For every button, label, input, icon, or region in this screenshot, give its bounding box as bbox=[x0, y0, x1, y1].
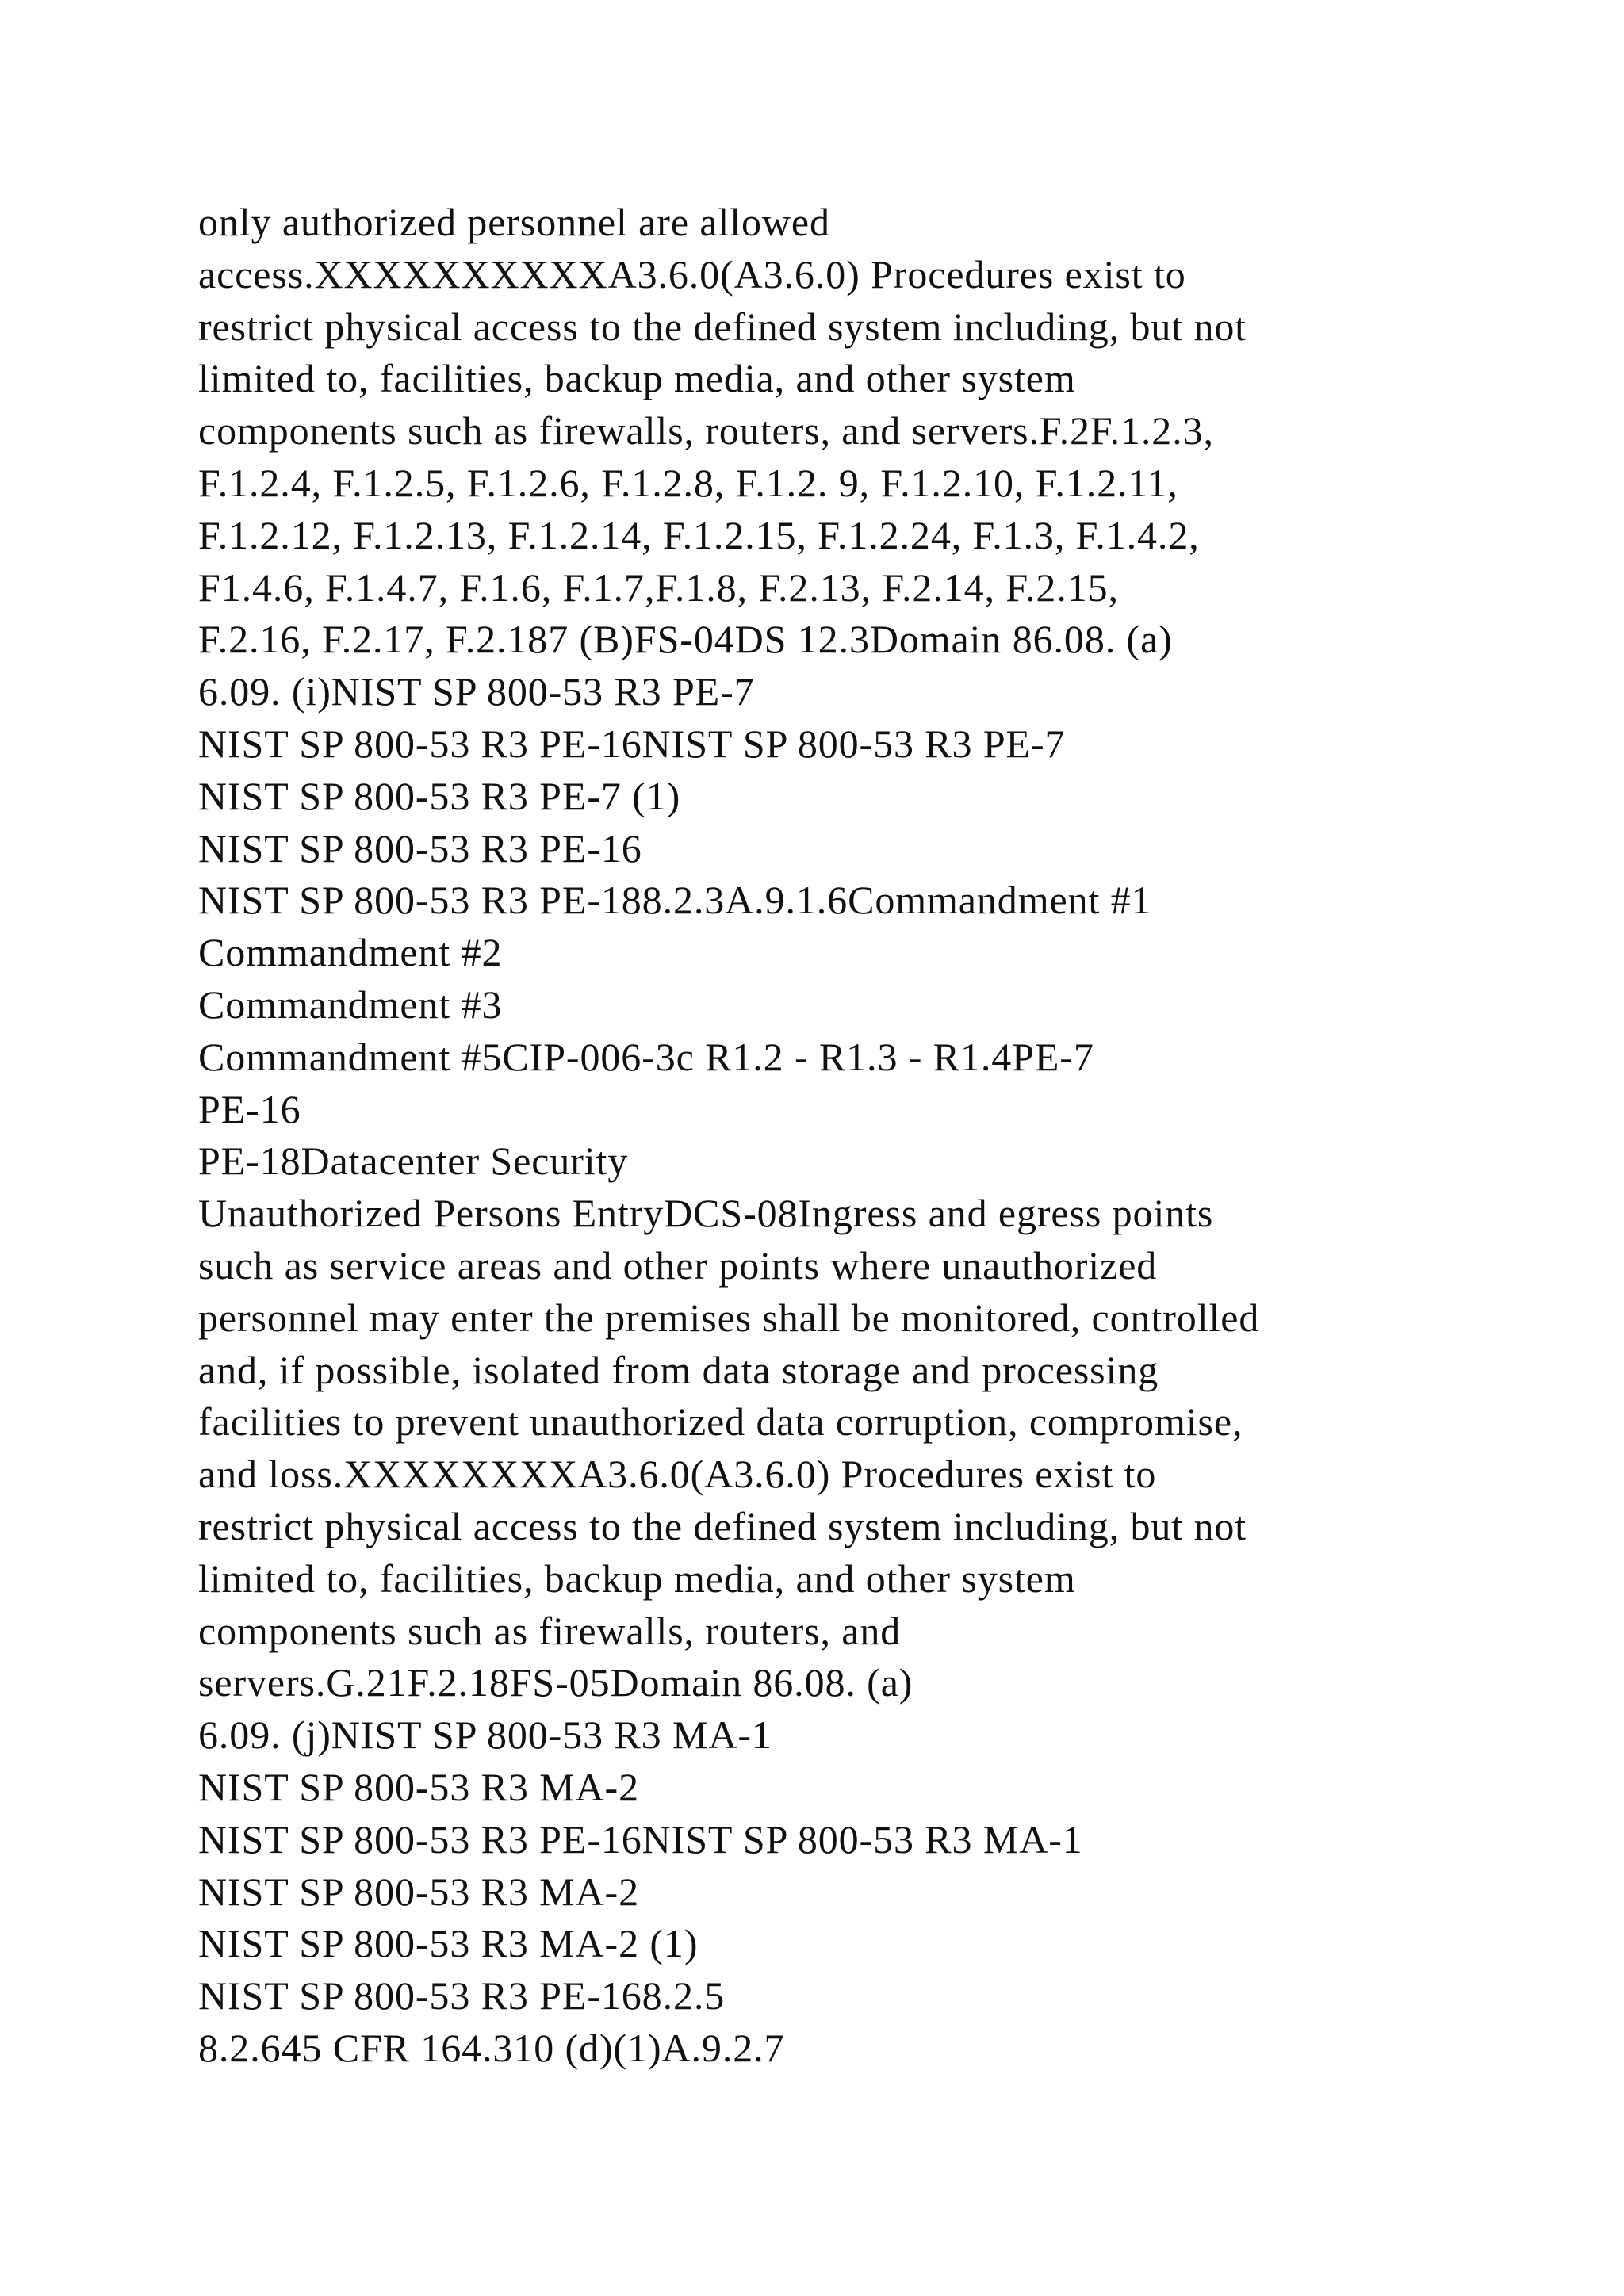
text-line: NIST SP 800-53 R3 MA-2 bbox=[198, 1764, 639, 1809]
text-line: restrict physical access to the defined system including, but not bbox=[198, 1503, 1247, 1548]
text-line: and loss.XXXXXXXXA3.6.0(A3.6.0) Procedures exist to bbox=[198, 1452, 1157, 1497]
text-line: 6.09. (j)NIST SP 800-53 R3 MA-1 bbox=[198, 1712, 772, 1758]
text-line: such as service areas and other points where unauthorized bbox=[198, 1242, 1158, 1288]
text-line: NIST SP 800-53 R3 MA-2 (1) bbox=[198, 1921, 699, 1966]
text-line: PE-16 bbox=[198, 1086, 301, 1131]
text-line: facilities to prevent unauthorized data corruption, compromise, bbox=[198, 1399, 1243, 1445]
text-line: NIST SP 800-53 R3 PE-16NIST SP 800-53 R3 MA-1 bbox=[198, 1816, 1083, 1862]
text-line: personnel may enter the premises shall be monitored, controlled bbox=[198, 1295, 1260, 1340]
text-line: limited to, facilities, backup media, and other system bbox=[198, 1556, 1076, 1601]
text-line: limited to, facilities, backup media, and other system bbox=[198, 356, 1076, 401]
text-line: NIST SP 800-53 R3 PE-188.2.3A.9.1.6Commandment #1 bbox=[198, 878, 1152, 923]
text-line: 8.2.645 CFR 164.310 (d)(1)A.9.2.7 bbox=[198, 2025, 785, 2070]
text-line: 6.09. (i)NIST SP 800-53 R3 PE-7 bbox=[198, 669, 755, 714]
text-line: F.2.16, F.2.17, F.2.187 (B)FS-04DS 12.3Domain 86.08. (a) bbox=[198, 617, 1173, 662]
text-line: restrict physical access to the defined system including, but not bbox=[198, 304, 1247, 349]
text-line: Unauthorized Persons EntryDCS-08Ingress and egress points bbox=[198, 1191, 1214, 1236]
document-text bbox=[198, 197, 1499, 2075]
text-line: NIST SP 800-53 R3 PE-168.2.5 bbox=[198, 1973, 726, 2019]
text-line: PE-18Datacenter Security bbox=[198, 1138, 629, 1184]
text-line: components such as firewalls, routers, and bbox=[198, 1608, 902, 1653]
text-line: NIST SP 800-53 R3 PE-7 (1) bbox=[198, 773, 681, 818]
text-line: components such as firewalls, routers, and servers.F.2F.1.2.3, bbox=[198, 408, 1214, 453]
text-line: access.XXXXXXXXXXA3.6.0(A3.6.0) Procedures exist to bbox=[198, 251, 1186, 297]
text-line: only authorized personnel are allowed bbox=[198, 200, 830, 244]
text-line: and, if possible, isolated from data storage and processing bbox=[198, 1347, 1159, 1392]
text-line: servers.G.21F.2.18FS-05Domain 86.08. (a) bbox=[198, 1660, 914, 1705]
text-line: Commandment #3 bbox=[198, 982, 503, 1027]
text-line: F1.4.6, F.1.4.7, F.1.6, F.1.7,F.1.8, F.2.13, F.2.14, F.2.15, bbox=[198, 564, 1119, 610]
text-line: Commandment #5CIP-006-3c R1.2 - R1.3 - R1.4PE-7 bbox=[198, 1034, 1094, 1079]
text-line: NIST SP 800-53 R3 PE-16 bbox=[198, 825, 642, 871]
text-line: Commandment #2 bbox=[198, 930, 503, 975]
text-line: F.1.2.12, F.1.2.13, F.1.2.14, F.1.2.15, F.1.2.24, F.1.3, F.1.4.2, bbox=[198, 512, 1200, 557]
text-line: NIST SP 800-53 R3 MA-2 bbox=[198, 1869, 639, 1914]
text-line: NIST SP 800-53 R3 PE-16NIST SP 800-53 R3 PE-7 bbox=[198, 721, 1066, 766]
text-line: F.1.2.4, F.1.2.5, F.1.2.6, F.1.2.8, F.1.2. 9, F.1.2.10, F.1.2.11, bbox=[198, 460, 1178, 505]
